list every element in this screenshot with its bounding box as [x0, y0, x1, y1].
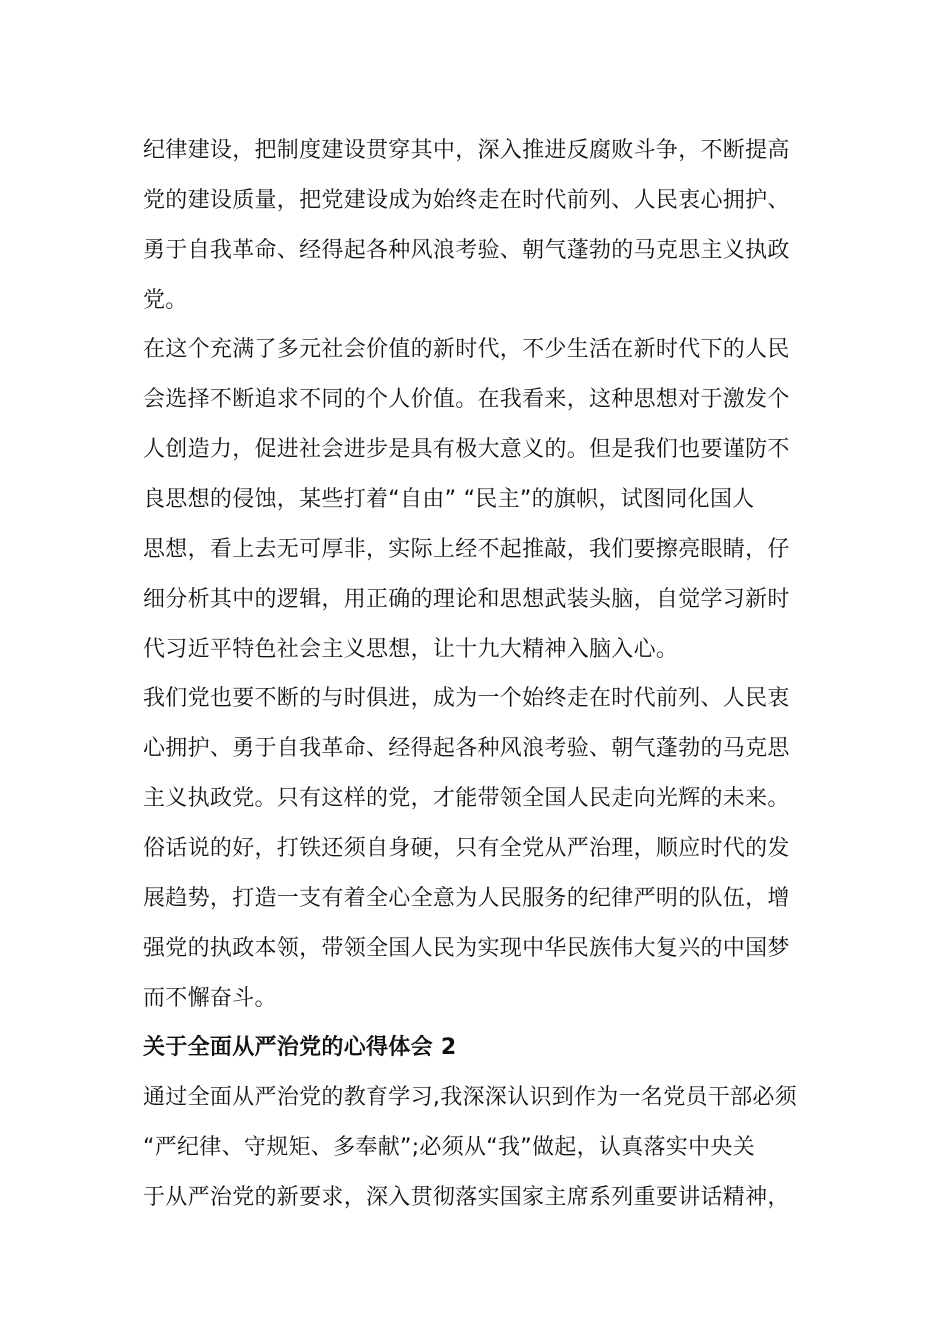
body-text-line: 展趋势，打造一支有着全心全意为人民服务的纪律严明的队伍，增	[143, 886, 790, 911]
body-text-line: “严纪律、守规矩、多奉献”;必须从“我”做起，认真落实中央关	[143, 1135, 756, 1160]
body-text-line: 良思想的侵蚀，某些打着“自由” “民主”的旗帜，试图同化国人	[143, 487, 755, 512]
body-text-line: 在这个充满了多元社会价值的新时代，不少生活在新时代下的人民	[143, 337, 790, 362]
body-text-line: 代习近平特色社会主义思想，让十九大精神入脑入心。	[143, 637, 679, 662]
body-text-line: 强党的执政本领，带领全国人民为实现中华民族伟大复兴的中国梦	[143, 936, 790, 961]
body-text-line: 党的建设质量，把党建设成为始终走在时代前列、人民衷心拥护、	[143, 188, 790, 213]
body-text-line: 人创造力，促进社会进步是具有极大意义的。但是我们也要谨防不	[143, 437, 790, 462]
section-heading: 关于全面从严治党的心得体会 2	[143, 1035, 457, 1060]
body-text-line: 党。	[143, 288, 188, 313]
body-text-line: 主义执政党。只有这样的党，才能带领全国人民走向光辉的未来。	[143, 786, 790, 811]
body-text-line: 而不懈奋斗。	[143, 986, 277, 1011]
body-text-line: 纪律建设，把制度建设贯穿其中，深入推进反腐败斗争，不断提高	[143, 138, 790, 163]
body-text-line: 细分析其中的逻辑，用正确的理论和思想武装头脑，自觉学习新时	[143, 587, 790, 612]
body-text-line: 通过全面从严治党的教育学习,我深深认识到作为一名党员干部必须	[143, 1085, 797, 1110]
body-text-line: 会选择不断追求不同的个人价值。在我看来，这种思想对于激发个	[143, 387, 790, 412]
body-text-line: 俗话说的好，打铁还须自身硬，只有全党从严治理，顺应时代的发	[143, 836, 790, 861]
body-text-line: 思想，看上去无可厚非，实际上经不起推敲，我们要擦亮眼睛，仔	[143, 537, 790, 562]
body-text-line: 我们党也要不断的与时俱进，成为一个始终走在时代前列、人民衷	[143, 686, 790, 711]
body-text-line: 于从严治党的新要求，深入贯彻落实国家主席系列重要讲话精神，	[143, 1185, 790, 1210]
body-text-line: 勇于自我革命、经得起各种风浪考验、朝气蓬勃的马克思主义执政	[143, 238, 790, 263]
body-text-line: 心拥护、勇于自我革命、经得起各种风浪考验、朝气蓬勃的马克思	[143, 736, 790, 761]
